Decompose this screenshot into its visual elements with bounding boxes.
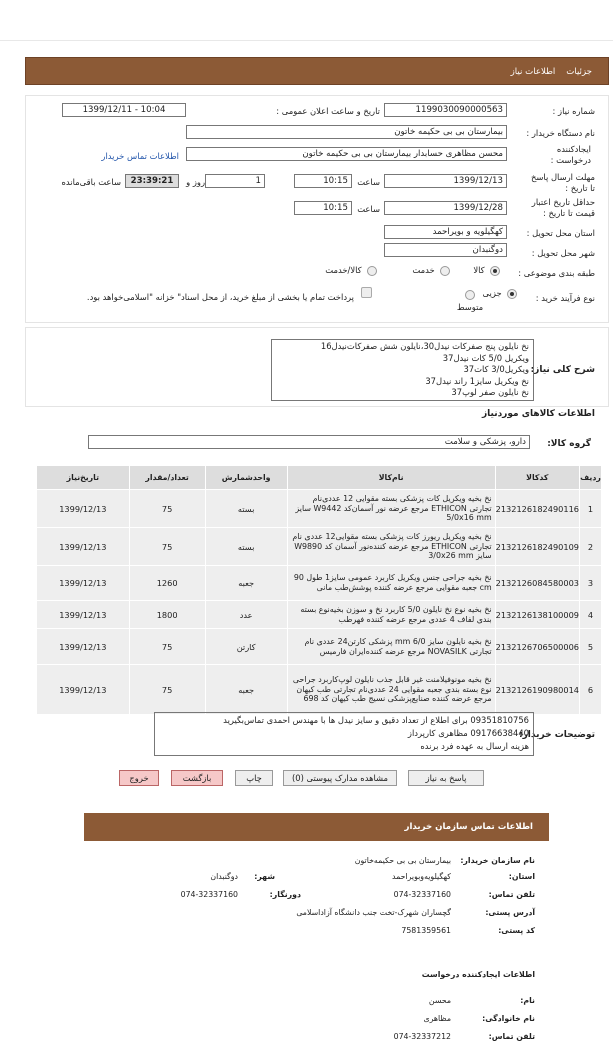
table-row [37, 601, 602, 629]
general-line: ویکریل 5/0 کات نیدل37 [442, 352, 529, 363]
col-index: ردیف [580, 466, 602, 490]
contact-city-label: شهر: [254, 872, 275, 881]
contact-phone-label: تلفن تماس: [488, 890, 535, 899]
creator-name-label: نام: [520, 996, 535, 1005]
table-row [37, 528, 602, 566]
row-index: 4 [580, 601, 602, 629]
row-unit: کارتن [205, 629, 287, 665]
row-index: 5 [580, 629, 602, 665]
goods-table-header [37, 466, 602, 490]
validity-time-label: ساعت [357, 204, 380, 214]
row-date: 1399/12/13 [37, 566, 130, 601]
creator-phone-label: تلفن تماس: [488, 1032, 535, 1041]
org-label: نام سازمان خریدار: [460, 856, 535, 865]
category-service-radio[interactable] [440, 266, 450, 276]
category-label: طبقه بندی موضوعی : [518, 268, 595, 278]
days-remaining-field: 1 [205, 174, 265, 188]
col-name: نام‌کالا [287, 466, 495, 490]
row-code: 2132126138100009 [495, 601, 579, 629]
contact-province-label: استان: [508, 872, 535, 881]
general-line: نخ نایلون پنج صفرکات نیدل30،نایلون شش صفرکات‌نیدل16 [320, 341, 529, 351]
contact-section-bar: اطلاعات تماس سازمان خریدار [84, 813, 549, 841]
row-name: نخ بخیه جراحی جنس ویکریل کاربرد عمومی سایز1 طول 90 cm جعبه مقوایی مرجع عرضه کننده پوشش‌طب مانی [287, 566, 495, 601]
row-unit: بسته [205, 490, 287, 528]
creator-family-label: نام خانوادگی: [482, 1014, 535, 1023]
process-partial-label: جزیی [482, 288, 502, 298]
row-index: 6 [580, 665, 602, 715]
contact-phone-value: 074-32337160 [393, 890, 451, 899]
row-name: نخ بخیه نایلون سایز 6/0 mm پزشکی کارتن24 عددی نام تجارتی NOVASILK مرجع عرضه کننده‌ایران فارمیس [287, 629, 495, 665]
row-date: 1399/12/13 [37, 528, 130, 566]
creator-phone-value: 074-32337212 [393, 1032, 451, 1041]
row-name: نخ بخیه ویکریل کات پزشکی بسته مقوایی 12 عددی‌نام تجارتی ETHICON مرجع عرضه نور آسمان‌کد W9442 سایز 5/0x16 mm [287, 490, 495, 528]
contact-postal-value: 7581359561 [401, 926, 451, 935]
breadcrumb-home[interactable]: جزئیات [566, 67, 592, 77]
row-code: 2132126084580003 [495, 566, 579, 601]
back-button[interactable]: بازگشت [171, 770, 223, 786]
row-unit: جعبه [205, 566, 287, 601]
row-name: نخ بخیه مونوفیلامنت غیر قابل جذب نایلون لوپ‌کاربرد جراحی نوع بسته بندی جعبه مقوایی 24 عددی‌نام تجارتی طب کیهان مرجع عرضه کننده صنایع‌پزشکی نسیج طب کیهان کد 698 [287, 665, 495, 715]
row-name: نخ بخیه ویکریل ریورز کات پزشکی بسته مقوایی12 عددی نام تجارتی ETHICON مرجع عرضه کننده‌نور آسمان کد W9890 سایز 3/0x26 mm [287, 528, 495, 566]
attachments-button[interactable]: مشاهده مدارک پیوستی (0) [283, 770, 397, 786]
row-qty: 75 [129, 528, 205, 566]
process-medium-radio[interactable] [465, 290, 475, 300]
remaining-label: ساعت باقی‌مانده [61, 177, 121, 187]
org-value: بیمارستان بی بی حکیمه‌خاتون [354, 856, 451, 865]
process-label: نوع فرآیند خرید : [535, 293, 595, 303]
row-index: 2 [580, 528, 602, 566]
row-date: 1399/12/13 [37, 490, 130, 528]
row-code: 2132126706500006 [495, 629, 579, 665]
category-both-label: کالا/خدمت [325, 265, 362, 275]
city-field: دوگنبدان [384, 243, 507, 257]
reply-button[interactable]: پاسخ به نیاز [408, 770, 484, 786]
creator-field: محسن مظاهری حسابدار بیمارستان بی بی حکیمه خاتون [186, 147, 507, 161]
row-code: 2132126182490109 [495, 528, 579, 566]
announce-label: تاریخ و ساعت اعلان عمومی : [276, 106, 380, 116]
row-date: 1399/12/13 [37, 665, 130, 715]
breadcrumb-current[interactable]: اطلاعات نیاز [510, 67, 556, 77]
breadcrumb-separator [558, 67, 563, 77]
buyer-note-line: 09176638440 مظاهری کارپرداز [407, 728, 529, 738]
contact-city-value: دوگنبدان [210, 872, 238, 881]
category-goods-option[interactable] [473, 265, 500, 276]
buyer-contact-link[interactable]: اطلاعات تماس خریدار [101, 151, 179, 161]
validity-label: حداقل تاریخ اعتبار قیمت تا تاریخ : [531, 197, 595, 218]
contact-postal-label: کد پستی: [498, 926, 535, 935]
category-service-label: خدمت [412, 265, 435, 275]
col-date: تاریخ‌نیاز [37, 466, 130, 490]
goods-group-field: دارو، پزشکی و سلامت [88, 435, 530, 449]
process-medium-label: متوسط [456, 302, 484, 312]
general-line: نخ نایلون صفر لوپ37 [451, 387, 529, 397]
creator-label: ایجادکننده درخواست : [550, 144, 591, 165]
buyer-note-line: هزینه ارسال به عهده فرد برنده [420, 741, 529, 751]
table-row [37, 665, 602, 715]
process-medium-option[interactable] [452, 288, 488, 314]
row-qty: 75 [129, 665, 205, 715]
contact-fax-label: دورنگار: [269, 890, 301, 899]
row-index: 1 [580, 490, 602, 528]
creator-section-title: اطلاعات ایجادکننده درخواست [421, 970, 535, 979]
deadline-time-label: ساعت [357, 177, 380, 187]
deadline-date-field: 1399/12/13 [384, 174, 507, 188]
goods-section-title: اطلاعات کالاهای موردنیاز [481, 409, 595, 419]
print-button[interactable]: چاپ [235, 770, 273, 786]
deadline-label: مهلت ارسال پاسخ تا تاریخ : [531, 172, 595, 193]
treasury-payment-note: پرداخت تمام یا بخشی از مبلغ خرید، از محل اسناد" خزانه "اسلامی‌خواهد بود. [86, 292, 354, 302]
validity-date-field: 1399/12/28 [384, 201, 507, 215]
row-qty: 1800 [129, 601, 205, 629]
top-divider [0, 40, 613, 41]
row-code: 2132126190980014 [495, 665, 579, 715]
process-partial-radio[interactable] [507, 289, 517, 299]
buyer-name-label: نام دستگاه خریدار : [526, 128, 595, 138]
row-date: 1399/12/13 [37, 629, 130, 665]
need-number-field: 1199030090000563 [384, 103, 507, 117]
need-number-label: شماره نیاز : [552, 106, 595, 116]
creator-name-value: محسن [428, 996, 451, 1005]
city-label: شهر محل تحویل : [531, 248, 595, 258]
table-row [37, 490, 602, 528]
province-field: کهگیلویه و بویراحمد [384, 225, 507, 239]
row-unit: جعبه [205, 665, 287, 715]
col-qty: تعداد/مقدار [129, 466, 205, 490]
province-label: استان محل تحویل : [526, 228, 595, 238]
contact-address-value: گچساران شهرک-تخت جنب دانشگاه آزاداسلامی [296, 908, 451, 917]
row-name: نخ بخیه نوع نخ نایلون 5/0 کاربرد نخ و سوزن بخیه‌نوع بسته بندی لفاف 4 عددی مرجع عرضه کننده فهرطب [287, 601, 495, 629]
table-row [37, 629, 602, 665]
deadline-time-field: 10:15 [294, 174, 352, 188]
row-unit: عدد [205, 601, 287, 629]
announce-field: 1399/12/11 - 10:04 [62, 103, 186, 117]
row-index: 3 [580, 566, 602, 601]
general-line: نخ ویکریل سایز1 راند نیدل37 [425, 375, 529, 386]
row-qty: 1260 [129, 566, 205, 601]
days-label: روز و [186, 177, 205, 187]
row-date: 1399/12/13 [37, 601, 130, 629]
category-goods-label: کالا [473, 265, 485, 275]
col-unit: واحدشمارش [205, 466, 287, 490]
contact-fax-value: 074-32337160 [180, 890, 238, 899]
row-qty: 75 [129, 490, 205, 528]
contact-address-label: آدرس پستی: [485, 908, 535, 917]
category-goods-radio[interactable] [490, 266, 500, 276]
buyer-notes-box [154, 712, 534, 756]
row-unit: بسته [205, 528, 287, 566]
table-row [37, 566, 602, 601]
buyer-notes-label: توضیحات خریدار: [519, 730, 595, 740]
validity-time-field: 10:15 [294, 201, 352, 215]
category-service-option[interactable] [412, 265, 450, 276]
header-bar [25, 57, 609, 85]
general-description-label: شرح کلی نیاز: [530, 365, 595, 375]
category-both-radio[interactable] [367, 266, 377, 276]
col-code: کدکالا [495, 466, 579, 490]
buyer-name-field: بیمارستان بی بی حکیمه خاتون [186, 125, 507, 139]
general-description-box [271, 339, 534, 401]
goods-table-wrap [36, 465, 602, 715]
creator-family-value: مظاهری [423, 1014, 451, 1023]
treasury-payment-checkbox[interactable] [361, 287, 372, 300]
goods-table [36, 465, 602, 715]
exit-button[interactable]: خروج [119, 770, 159, 786]
category-both-option[interactable] [325, 265, 377, 276]
buyer-note-line: 09351810756 برای اطلاع از تعداد دقیق و سایز نیدل ها با مهندس احمدی تماس‌بگیرید [223, 715, 529, 725]
remaining-time-field: 23:39:21 [125, 174, 179, 188]
goods-group-label: گروه کالا: [547, 439, 591, 449]
row-qty: 75 [129, 629, 205, 665]
row-code: 2132126182490116 [495, 490, 579, 528]
general-line: ویکریل3/0 کات37 [463, 364, 529, 374]
contact-province-value: کهگیلویه‌وبویراحمد [392, 872, 451, 881]
